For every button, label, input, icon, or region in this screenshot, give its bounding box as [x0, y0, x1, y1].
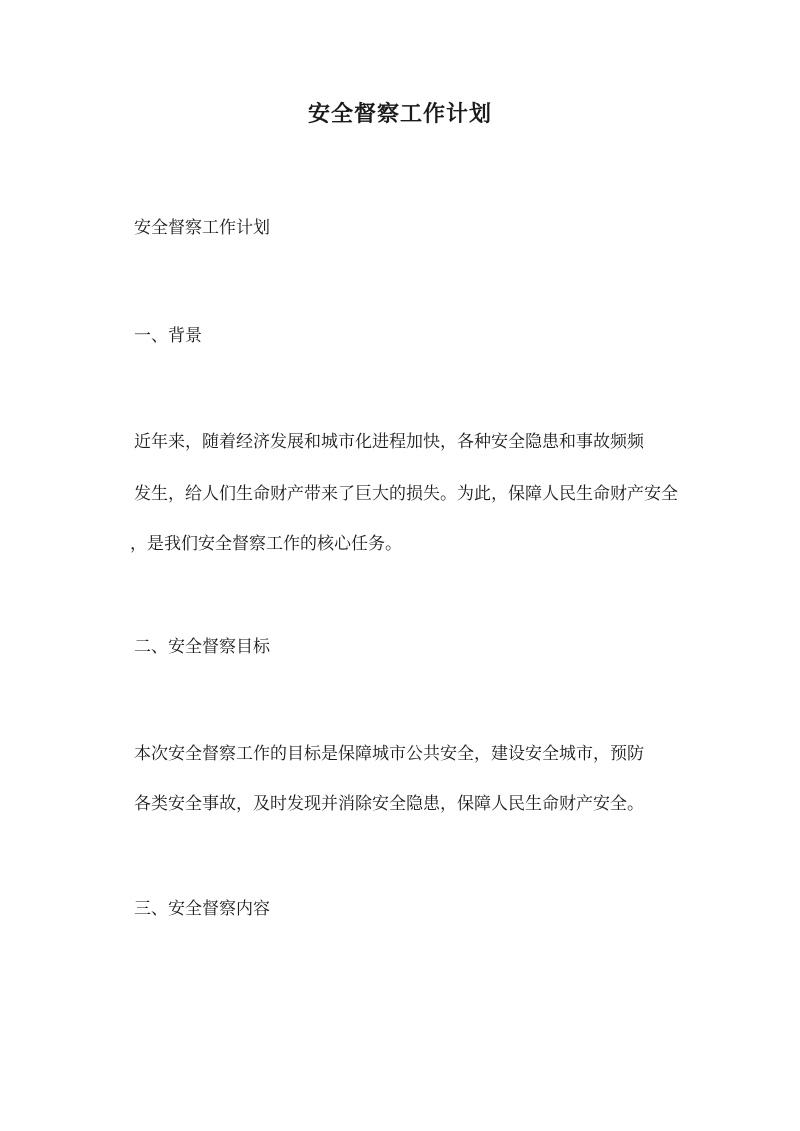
paragraph-line: 发生，给人们生命财产带来了巨大的损失。为此，保障人民生命财产安全: [134, 484, 678, 504]
paragraph-line: 各类安全事故，及时发现并消除安全隐患，保障人民生命财产安全。: [134, 794, 644, 814]
section-heading-goals: 二、安全督察目标: [134, 637, 270, 657]
section-heading-background: 一、背景: [134, 326, 202, 346]
paragraph-line: 近年来，随着经济发展和城市化进程加快，各种安全隐患和事故频频: [134, 432, 644, 452]
document-title: 安全督察工作计划: [307, 101, 492, 127]
paragraph-line: ，是我们安全督察工作的核心任务。: [130, 534, 402, 554]
document-subtitle: 安全督察工作计划: [134, 218, 270, 238]
section-heading-content: 三、安全督察内容: [134, 899, 270, 919]
paragraph-line: 本次安全督察工作的目标是保障城市公共安全，建设安全城市，预防: [134, 744, 644, 764]
